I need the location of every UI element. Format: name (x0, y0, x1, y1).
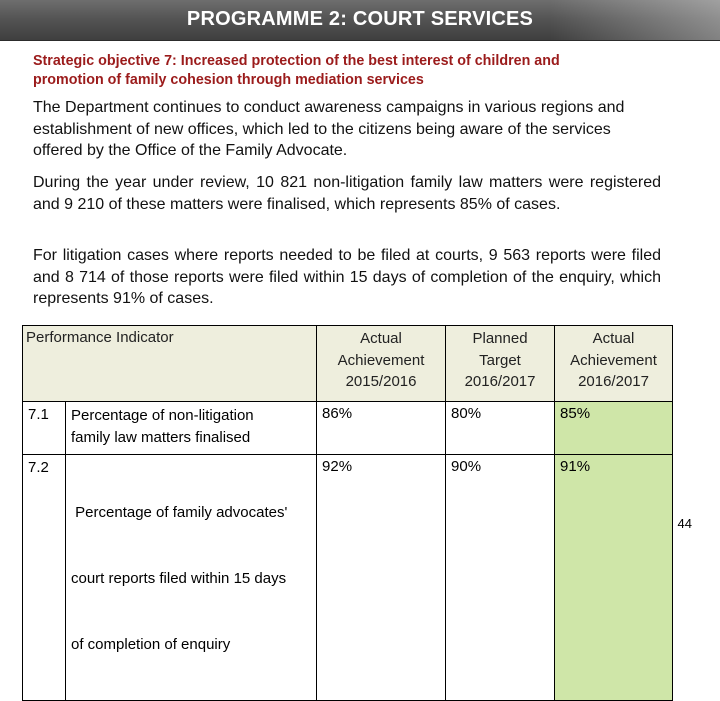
row-indicator: Percentage of non-litigation family law matters finalised (66, 402, 317, 455)
row-actual-2015: 92% (317, 455, 446, 701)
strategic-objective (33, 52, 673, 90)
paragraph-litigation: For litigation cases where reports needed to be filed at courts, 9 563 reports were filed and 8 714 of those reports were filed within 15 days of completion of the enquiry, which represents 91% of cases. (33, 247, 661, 307)
header-performance-indicator: Performance Indicator (23, 326, 317, 402)
row-planned-2016: 80% (446, 402, 555, 455)
paragraph-non-litigation: During the year under review, 10 821 non-litigation family law matters were registered and 9 210 of these matters were finalised, which represents 85% of cases. (33, 174, 661, 213)
row-number: 7.2 (23, 455, 66, 701)
objective-line-1: Strategic objective 7: Increased protection of the best interest of children and (33, 53, 560, 69)
row-number: 7.1 (23, 402, 66, 455)
objective-line-2: promotion of family cohesion through mediation services (33, 72, 424, 88)
page-title: PROGRAMME 2: COURT SERVICES (186, 8, 534, 30)
page-number: 44 (677, 516, 692, 531)
header-actual-2015: Actual Achievement 2015/2016 (317, 326, 446, 402)
header-planned-2016: Planned Target 2016/2017 (446, 326, 555, 402)
row-actual-2015: 86% (317, 402, 446, 455)
row-actual-2016: 91% (555, 455, 673, 701)
table-header-row (23, 326, 673, 402)
row-indicator: Percentage of family advocates' court reports filed within 15 days of completion of enquiry (66, 455, 317, 701)
title-bar (0, 0, 720, 41)
performance-table (22, 325, 673, 701)
header-actual-2016: Actual Achievement 2016/2017 (555, 326, 673, 402)
row-actual-2016: 85% (555, 402, 673, 455)
table-row (23, 455, 673, 701)
row-planned-2016: 90% (446, 455, 555, 701)
table-row (23, 402, 673, 455)
paragraph-awareness: The Department continues to conduct awareness campaigns in various regions and establishment of new offices, which led to the citizens being aware of the services offered by the Office of the Family Advocate. (33, 99, 625, 159)
